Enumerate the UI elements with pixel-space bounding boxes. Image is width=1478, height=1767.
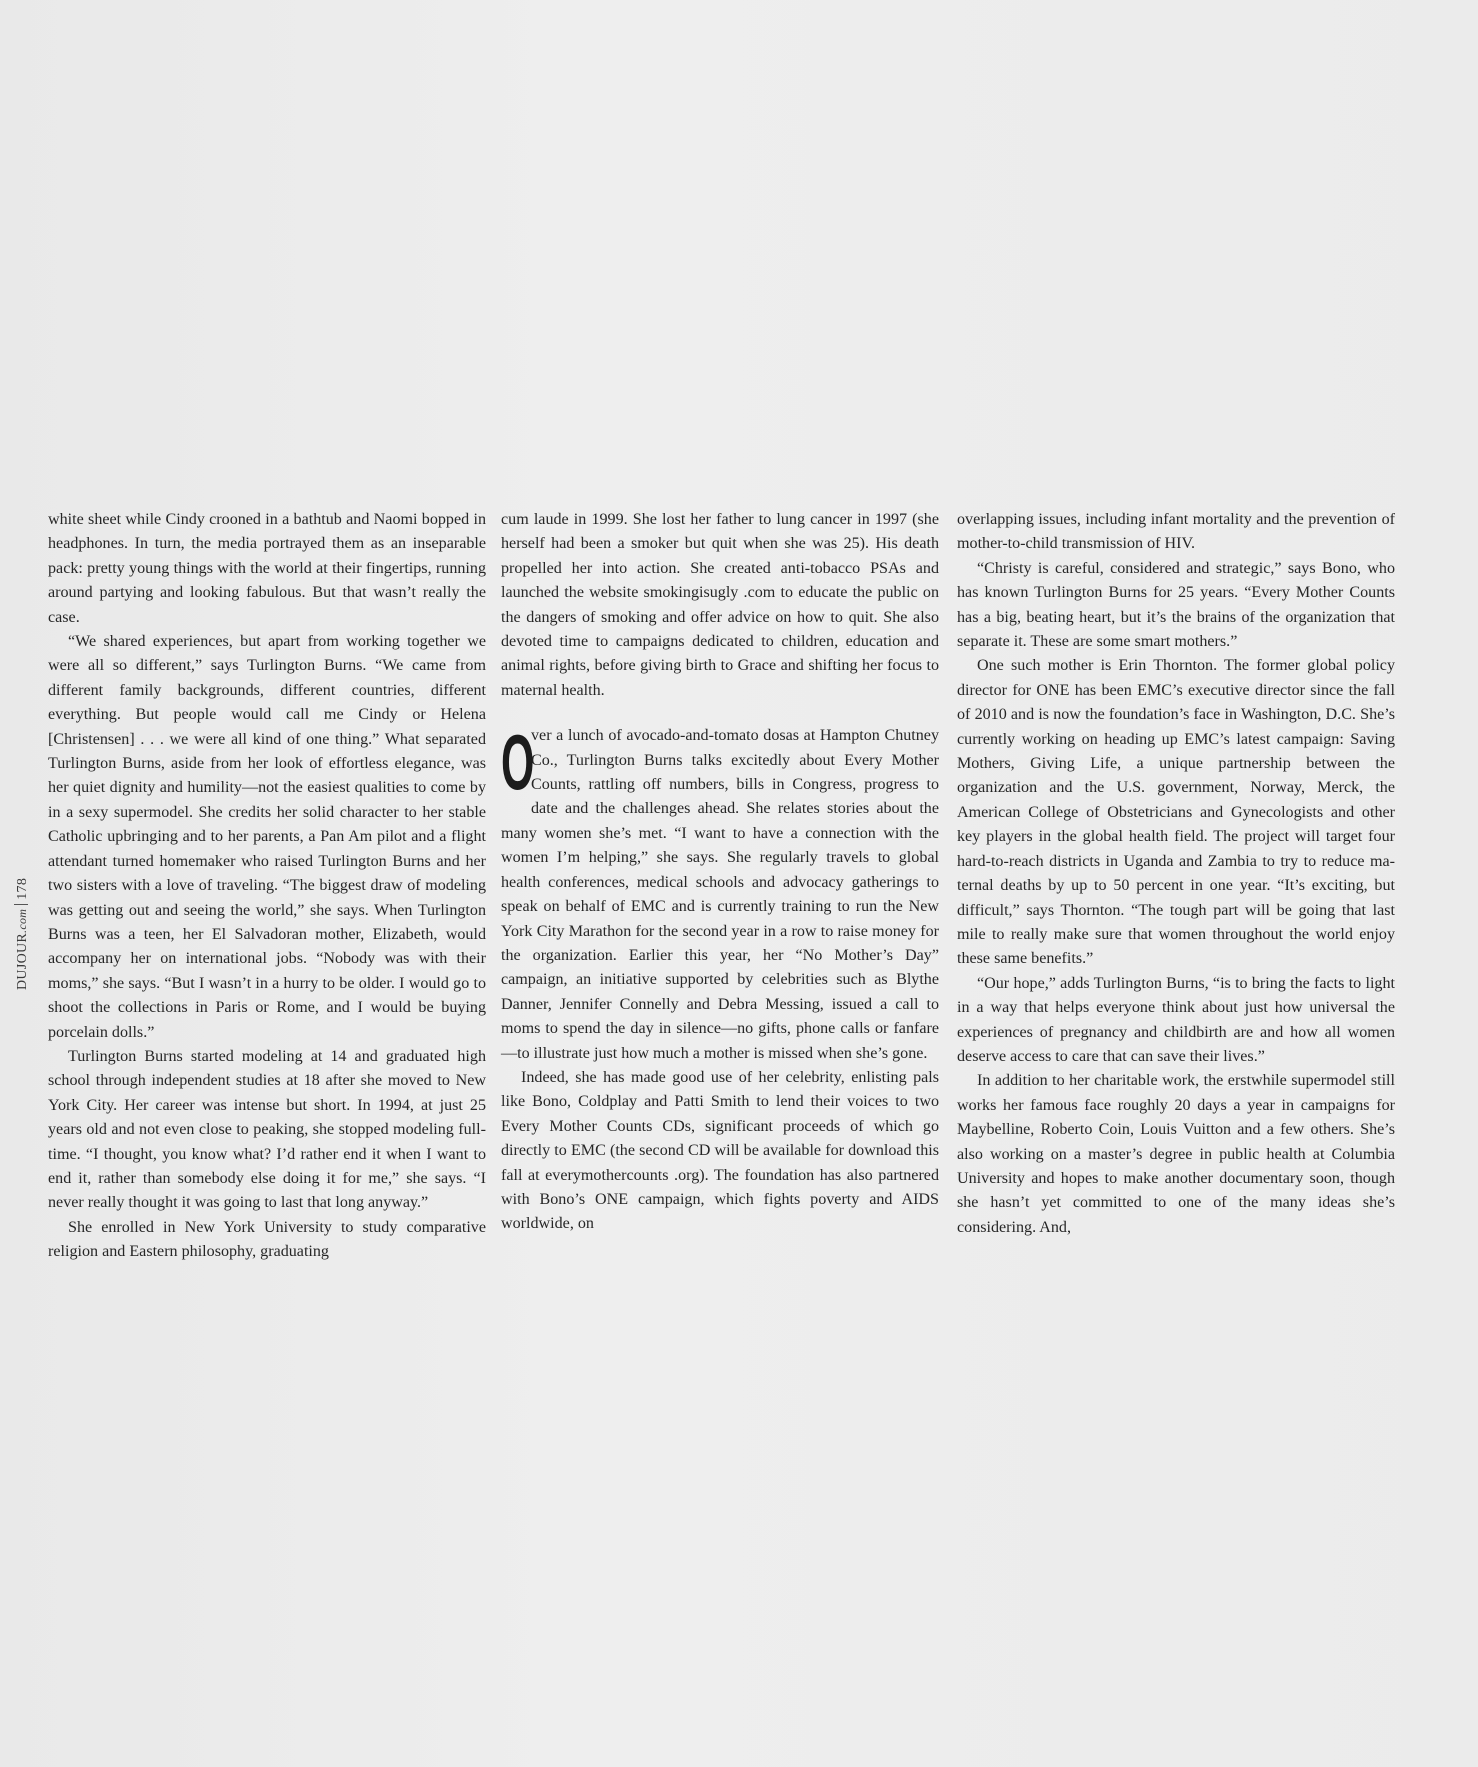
text-column-3 — [957, 508, 1395, 1240]
paragraph: Indeed, she has made good use of her celebrity, enlisting pals like Bono, Coldplay and Patti Smith to lend their voices to two Every Mother Counts CDs, significant proceeds of which go directly to EMC (the second CD will be available for download this fall at everymothercounts .org). The foundation has also partnered with Bono’s ONE campaign, which fights poverty and AIDS worldwide, on — [501, 1068, 939, 1233]
paragraph: One such mother is Erin Thornton. The former global policy director for ONE has been EMC’s executive director since the fall of 2010 and is now the foundation’s face in Washington, D.C. She’s currently working on heading up EMC’s latest campaign: Saving Mothers, Giving Life, a unique partnership between the organization and the U.S. government, Norway, Merck, the American College of Obstetricians and Gynecologists and other key players in the global health field. The project will target four hard-to-reach districts in Uganda and Zambia to try to reduce maternal deaths by up to 50 percent in one year. “It’s exciting, but difficult,” says Thornton. “The tough part will be going that last mile to really make sure that women throughout the world enjoy these same benefits.” — [957, 657, 1395, 968]
section-opening-paragraph — [501, 718, 939, 1066]
text-column-2 — [501, 508, 939, 1237]
folio-divider — [14, 904, 28, 905]
paragraph: In addition to her charitable work, the erstwhile supermodel still works her famous face roughly 20 days a year in campaigns for Maybelline, Roberto Coin, Louis Vuitton and a few others. She’s also working on a master’s degree in public health at Columbia University and hopes to make another documentary soon, though she hasn’t yet committed to one of the many ideas she’s considering. And, — [957, 1072, 1395, 1236]
page-folio — [14, 878, 31, 990]
paragraph: “Christy is careful, considered and strategic,” says Bono, who has known Turlington Burns for 25 years. “Every Mother Counts has a big, beating heart, but it’s the brains of the organization that separate it. These are some smart mothers.” — [957, 559, 1395, 651]
page-number: 178 — [15, 877, 30, 900]
paragraph: Turlington Burns started modeling at 14 and graduated high school through independent studies at 18 after she moved to New York City. Her career was intense but short. In 1994, at just 25 years old and not even close to peaking, she stopped modeling full-time. “I thought, you know what? I’d rather end it when I want to end it, rather than somebody else doing it for me,” she says. “I never really thought it was going to last that long anyway.” — [48, 1047, 486, 1212]
paragraph-text: ver a lunch of avocado-and-tomato dosas at Hampton Chutney Co., Turlington Burns talks excitedly about Every Mother Counts, rattling off numbers, bills in Congress, progress to date and the challenges ahead. She relates stories about the many women she’s met. “I want to have a connection with the women I’m helping,” she says. She regularly travels to global health conferences, medical schools and advocacy gatherings to speak on behalf of EMC and is currently training to run the New York City Marathon for the second year in a row to raise money for the organization. Earlier this year, her “No Mother’s Day” campaign, an initiative supported by celebrities such as Blythe Danner, Jennifer Connelly and Debra Messing, issued a call to moms to spend the day in silence—no gifts, phone calls or fanfare—to illustrate just how much a mother is missed when she’s gone. — [501, 727, 939, 1062]
paragraph: “We shared experiences, but apart from working together we were all so different,” says Turlington Burns. “We came from different family backgrounds, different countries, different everything. But people would call me Cindy or Helena [Christensen] . . . we were all kind of one thing.” What separated Turlington Burns, aside from her look of effortless elegance, was her quiet dignity and humility—not the easiest qualities to come by in a sexy supermodel. She credits her solid character to her stable Catholic upbringing and to her parents, a Pan Am pilot and a flight attendant turned homemaker who raised Turlington Burns and her two sisters with a love of traveling. “The biggest draw of modeling was getting out and seeing the world,” she says. When Turlington Burns was a teen, her El Salvadoran mother, Elizabeth, would accompany her on international jobs. “Nobody was with their moms,” she says. “But I wasn’t in a hurry to be older. I would go to shoot the collections in Paris or Rome, and I would be buying porcelain dolls.” — [48, 633, 486, 1041]
folio-brand: DUJOUR — [15, 932, 30, 990]
paragraph: She enrolled in New York University to study comparative religion and Eastern philosophy, graduating — [48, 1218, 486, 1261]
paragraph: overlapping issues, including infant mortality and the prevention of mother-to-child transmission of HIV. — [957, 511, 1395, 553]
paragraph: “Our hope,” adds Turlington Burns, “is to bring the facts to light in a way that helps everyone think about just how universal the experiences of pregnancy and childbirth are and how all women deserve access to care that can save their lives.” — [957, 974, 1395, 1065]
paragraph: cum laude in 1999. She lost her father to lung cancer in 1997 (she herself had been a smoker but quit when she was 25). His death propelled her into action. She created anti-tobacco PSAs and launched the website smokingisugly .com to educate the public on the dangers of smoking and offer advice on how to quit. She also devoted time to campaigns dedicated to children, education and animal rights, before giving birth to Grace and shifting her focus to maternal health. — [501, 511, 939, 699]
folio-dotcom: .com — [15, 908, 29, 933]
paragraph: white sheet while Cindy crooned in a bathtub and Naomi bopped in headphones. In turn, the media portrayed them as an inseparable pack: pretty young things with the world at their fingertips, running around partying and looking fabulous. But that wasn’t really the case. — [48, 511, 486, 626]
text-column-1 — [48, 508, 486, 1265]
drop-cap: O — [501, 718, 535, 807]
